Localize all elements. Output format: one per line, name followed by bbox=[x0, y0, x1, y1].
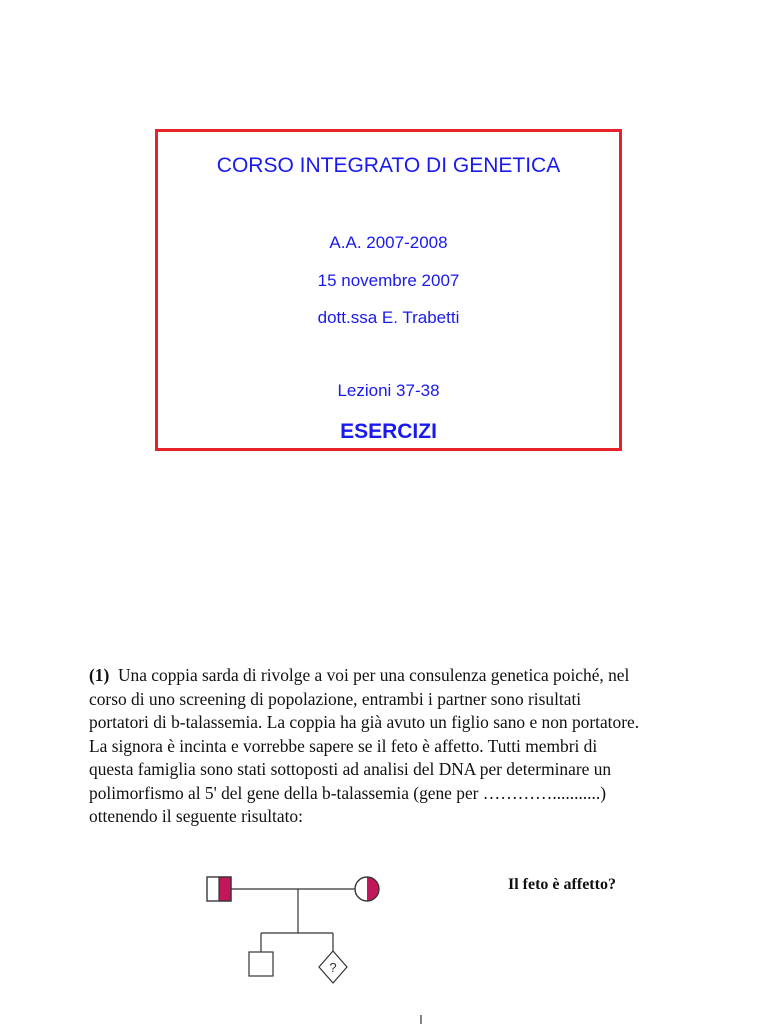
problem-line-4: La signora è incinta e vorrebbe sapere se il feto è affetto. Tutti membri di bbox=[89, 735, 598, 756]
title-box bbox=[155, 129, 622, 451]
question-label: Il feto è affetto? bbox=[508, 876, 616, 893]
problem-number: (1) bbox=[89, 665, 110, 685]
section-title: ESERCIZI bbox=[340, 420, 437, 443]
lessons-label: Lezioni 37-38 bbox=[337, 381, 440, 400]
child-healthy-symbol bbox=[249, 952, 273, 976]
problem-line-3: portatori di b-talassemia. La coppia ha già avuto un figlio sano e non portatore. bbox=[89, 712, 640, 732]
mother-carrier-symbol bbox=[355, 877, 379, 901]
problem-line-7: ottenendo il seguente risultato: bbox=[89, 806, 303, 826]
academic-year: A.A. 2007-2008 bbox=[329, 233, 448, 252]
course-title: CORSO INTEGRATO DI GENETICA bbox=[216, 154, 561, 177]
problem-text bbox=[89, 664, 729, 829]
problem-line-1: (1) Una coppia sarda di rivolge a voi per una consulenza genetica poiché, nel bbox=[89, 665, 630, 685]
pedigree-diagram bbox=[195, 865, 435, 1024]
problem-line-6: polimorfismo al 5' del gene della b-talassemia (gene per …………...........) bbox=[89, 782, 606, 803]
fetus-symbol bbox=[319, 951, 347, 983]
father-carrier-symbol bbox=[207, 877, 231, 901]
teacher-name: dott.ssa E. Trabetti bbox=[317, 308, 460, 327]
lecture-date: 15 novembre 2007 bbox=[317, 271, 460, 290]
problem-line-5: questa famiglia sono stati sottoposti ad analisi del DNA per determinare un bbox=[89, 759, 612, 779]
problem-line-2: corso di uno screening di popolazione, entrambi i partner sono risultati bbox=[89, 688, 582, 709]
fetus-question-mark: ? bbox=[329, 960, 337, 975]
